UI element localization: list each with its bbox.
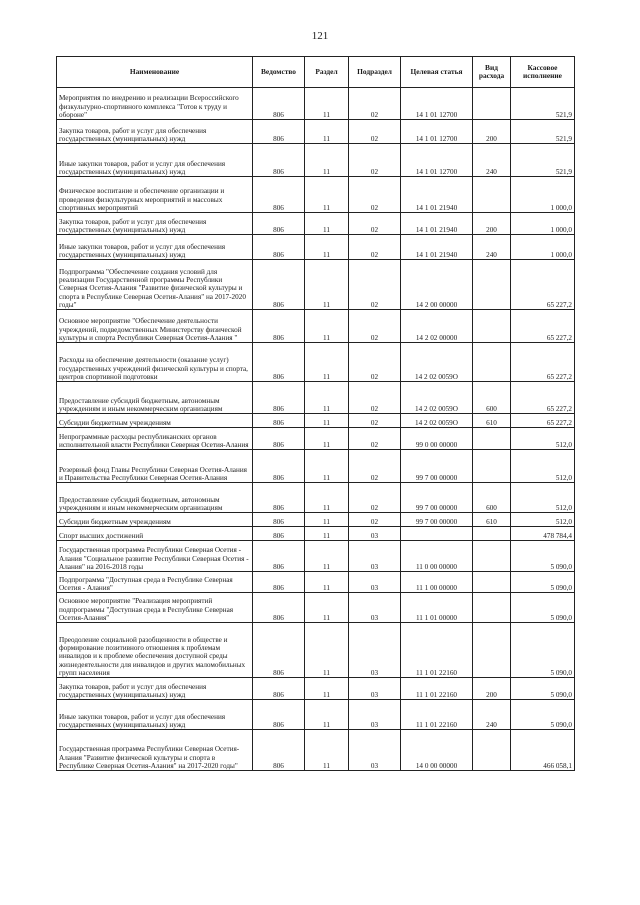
row-cash: 65 227,2 bbox=[511, 343, 575, 382]
header-cash: Кассовое исполнение bbox=[511, 57, 575, 88]
row-subsection: 02 bbox=[349, 343, 401, 382]
table-row bbox=[57, 623, 575, 678]
row-target: 11 1 01 22160 bbox=[401, 623, 473, 678]
row-dept: 806 bbox=[253, 527, 305, 541]
row-section: 11 bbox=[305, 343, 349, 382]
row-exp-type bbox=[473, 260, 511, 310]
row-section: 11 bbox=[305, 428, 349, 450]
row-exp-type bbox=[473, 541, 511, 572]
row-name: Иные закупки товаров, работ и услуг для обеспечения государственных (муниципальных) нужд bbox=[57, 144, 253, 177]
row-section: 11 bbox=[305, 120, 349, 144]
row-section: 11 bbox=[305, 593, 349, 623]
row-dept: 806 bbox=[253, 382, 305, 414]
table-row bbox=[57, 144, 575, 177]
table-row bbox=[57, 213, 575, 235]
row-cash: 521,9 bbox=[511, 120, 575, 144]
row-section: 11 bbox=[305, 450, 349, 483]
row-cash: 5 090,0 bbox=[511, 572, 575, 593]
row-section: 11 bbox=[305, 678, 349, 700]
page-number: 121 bbox=[311, 30, 329, 42]
row-section: 11 bbox=[305, 527, 349, 541]
row-exp-type bbox=[473, 177, 511, 213]
table-header bbox=[57, 57, 575, 88]
row-subsection: 02 bbox=[349, 382, 401, 414]
table-body bbox=[57, 88, 575, 771]
row-subsection: 03 bbox=[349, 623, 401, 678]
row-exp-type: 200 bbox=[473, 678, 511, 700]
row-exp-type: 610 bbox=[473, 513, 511, 527]
row-dept: 806 bbox=[253, 541, 305, 572]
row-section: 11 bbox=[305, 213, 349, 235]
row-target: 14 2 02 0059О bbox=[401, 414, 473, 428]
table-row bbox=[57, 120, 575, 144]
row-dept: 806 bbox=[253, 310, 305, 343]
row-dept: 806 bbox=[253, 593, 305, 623]
row-target: 14 2 02 00000 bbox=[401, 310, 473, 343]
row-subsection: 02 bbox=[349, 414, 401, 428]
row-exp-type: 240 bbox=[473, 700, 511, 730]
row-cash: 5 090,0 bbox=[511, 700, 575, 730]
row-section: 11 bbox=[305, 88, 349, 120]
table-row bbox=[57, 730, 575, 771]
row-subsection: 02 bbox=[349, 310, 401, 343]
row-target: 14 0 00 00000 bbox=[401, 730, 473, 771]
table-row bbox=[57, 593, 575, 623]
row-target: 14 2 00 00000 bbox=[401, 260, 473, 310]
row-subsection: 03 bbox=[349, 541, 401, 572]
header-target: Целевая статья bbox=[401, 57, 473, 88]
row-dept: 806 bbox=[253, 450, 305, 483]
row-cash: 5 090,0 bbox=[511, 623, 575, 678]
table-row bbox=[57, 414, 575, 428]
row-exp-type bbox=[473, 88, 511, 120]
row-dept: 806 bbox=[253, 414, 305, 428]
table-row bbox=[57, 513, 575, 527]
row-section: 11 bbox=[305, 541, 349, 572]
row-exp-type bbox=[473, 593, 511, 623]
table-row bbox=[57, 483, 575, 513]
row-exp-type bbox=[473, 428, 511, 450]
row-subsection: 02 bbox=[349, 177, 401, 213]
row-cash: 1 000,0 bbox=[511, 213, 575, 235]
row-dept: 806 bbox=[253, 483, 305, 513]
row-cash: 65 227,2 bbox=[511, 382, 575, 414]
table-row bbox=[57, 700, 575, 730]
row-name: Закупка товаров, работ и услуг для обеспечения государственных (муниципальных) нужд bbox=[57, 213, 253, 235]
row-name: Иные закупки товаров, работ и услуг для обеспечения государственных (муниципальных) нужд bbox=[57, 700, 253, 730]
row-subsection: 02 bbox=[349, 483, 401, 513]
row-cash: 512,0 bbox=[511, 428, 575, 450]
row-dept: 806 bbox=[253, 260, 305, 310]
row-subsection: 02 bbox=[349, 144, 401, 177]
row-section: 11 bbox=[305, 572, 349, 593]
row-dept: 806 bbox=[253, 120, 305, 144]
table-row bbox=[57, 428, 575, 450]
row-cash: 512,0 bbox=[511, 483, 575, 513]
row-cash: 512,0 bbox=[511, 450, 575, 483]
row-subsection: 02 bbox=[349, 450, 401, 483]
row-exp-type bbox=[473, 450, 511, 483]
row-name: Физическое воспитание и обеспечение организации и проведения физкультурных мероприятий и массовых спортивных мероприятий bbox=[57, 177, 253, 213]
row-subsection: 02 bbox=[349, 88, 401, 120]
row-target: 14 1 01 21940 bbox=[401, 213, 473, 235]
row-cash: 521,9 bbox=[511, 88, 575, 120]
table-row bbox=[57, 572, 575, 593]
row-dept: 806 bbox=[253, 730, 305, 771]
row-target: 14 1 01 12700 bbox=[401, 120, 473, 144]
row-name: Предоставление субсидий бюджетным, автономным учреждениям и иным некоммерческим организациям bbox=[57, 483, 253, 513]
row-name: Закупка товаров, работ и услуг для обеспечения государственных (муниципальных) нужд bbox=[57, 678, 253, 700]
table-row bbox=[57, 235, 575, 260]
row-dept: 806 bbox=[253, 213, 305, 235]
row-dept: 806 bbox=[253, 678, 305, 700]
row-exp-type: 600 bbox=[473, 382, 511, 414]
row-subsection: 03 bbox=[349, 700, 401, 730]
row-cash: 65 227,2 bbox=[511, 414, 575, 428]
header-name: Наименование bbox=[57, 57, 253, 88]
row-name: Закупка товаров, работ и услуг для обеспечения государственных (муниципальных) нужд bbox=[57, 120, 253, 144]
row-dept: 806 bbox=[253, 428, 305, 450]
row-target: 14 1 01 21940 bbox=[401, 177, 473, 213]
table-row bbox=[57, 310, 575, 343]
row-exp-type bbox=[473, 527, 511, 541]
table-row bbox=[57, 177, 575, 213]
row-target: 11 1 01 00000 bbox=[401, 593, 473, 623]
row-section: 11 bbox=[305, 623, 349, 678]
row-target: 14 2 02 0059О bbox=[401, 343, 473, 382]
row-target: 99 0 00 00000 bbox=[401, 428, 473, 450]
row-dept: 806 bbox=[253, 144, 305, 177]
row-target: 11 1 01 22160 bbox=[401, 700, 473, 730]
row-target: 99 7 00 00000 bbox=[401, 483, 473, 513]
row-subsection: 02 bbox=[349, 120, 401, 144]
row-subsection: 02 bbox=[349, 260, 401, 310]
row-exp-type: 200 bbox=[473, 213, 511, 235]
row-cash: 512,0 bbox=[511, 513, 575, 527]
row-target bbox=[401, 527, 473, 541]
row-name: Резервный фонд Главы Республики Северная Осетия-Алания и Правительства Республики Северная Осетия-Алания bbox=[57, 450, 253, 483]
row-section: 11 bbox=[305, 260, 349, 310]
row-dept: 806 bbox=[253, 235, 305, 260]
table-row bbox=[57, 343, 575, 382]
row-subsection: 02 bbox=[349, 513, 401, 527]
row-subsection: 02 bbox=[349, 428, 401, 450]
row-section: 11 bbox=[305, 382, 349, 414]
row-cash: 5 090,0 bbox=[511, 678, 575, 700]
row-exp-type bbox=[473, 343, 511, 382]
row-name: Подпрограмма "Обеспечение создания условий для реализации Государственной программы Республики Северная Осетия-Алания "Развитие физической культуры и спорта в Республике Северная Осетия-Алания" на 2017-2020 годы" bbox=[57, 260, 253, 310]
row-cash: 466 058,1 bbox=[511, 730, 575, 771]
row-name: Государственная программа Республики Северная Осетия-Алания "Развитие физической культуры и спорта в Республике Северная Осетия-Алания" на 2017-2020 годы" bbox=[57, 730, 253, 771]
header-dept: Ведомство bbox=[253, 57, 305, 88]
row-name: Иные закупки товаров, работ и услуг для обеспечения государственных (муниципальных) нужд bbox=[57, 235, 253, 260]
row-target: 11 1 01 22160 bbox=[401, 678, 473, 700]
row-subsection: 02 bbox=[349, 235, 401, 260]
row-exp-type: 610 bbox=[473, 414, 511, 428]
row-subsection: 03 bbox=[349, 593, 401, 623]
row-name: Предоставление субсидий бюджетным, автономным учреждениям и иным некоммерческим организациям bbox=[57, 382, 253, 414]
row-target: 14 1 01 21940 bbox=[401, 235, 473, 260]
table-row bbox=[57, 527, 575, 541]
row-name: Основное мероприятие "Обеспечение деятельности учреждений, подведомственных Министерству физической культуры и спорта Республики Северная Осетия-Алания " bbox=[57, 310, 253, 343]
row-dept: 806 bbox=[253, 343, 305, 382]
row-cash: 1 000,0 bbox=[511, 177, 575, 213]
row-cash: 65 227,2 bbox=[511, 310, 575, 343]
row-section: 11 bbox=[305, 235, 349, 260]
row-section: 11 bbox=[305, 700, 349, 730]
row-target: 14 1 01 12700 bbox=[401, 144, 473, 177]
row-name: Субсидии бюджетным учреждениям bbox=[57, 513, 253, 527]
row-cash: 5 090,0 bbox=[511, 541, 575, 572]
table-row bbox=[57, 678, 575, 700]
header-exp-type: Вид расхода bbox=[473, 57, 511, 88]
row-cash: 5 090,0 bbox=[511, 593, 575, 623]
row-target: 11 1 00 00000 bbox=[401, 572, 473, 593]
table-row bbox=[57, 450, 575, 483]
row-target: 14 2 02 0059О bbox=[401, 382, 473, 414]
row-section: 11 bbox=[305, 730, 349, 771]
row-exp-type bbox=[473, 310, 511, 343]
header-section: Раздел bbox=[305, 57, 349, 88]
row-dept: 806 bbox=[253, 513, 305, 527]
row-exp-type: 200 bbox=[473, 120, 511, 144]
row-dept: 806 bbox=[253, 623, 305, 678]
row-name: Расходы на обеспечение деятельности (оказание услуг) государственных учреждений физической культуры и спорта, центров спортивной подготовки bbox=[57, 343, 253, 382]
row-subsection: 02 bbox=[349, 213, 401, 235]
row-exp-type: 240 bbox=[473, 235, 511, 260]
row-target: 99 7 00 00000 bbox=[401, 513, 473, 527]
header-subsection: Подраздел bbox=[349, 57, 401, 88]
row-name: Мероприятия по внедрению и реализации Всероссийского физкультурно-спортивного комплекса "Готов к труду и обороне" bbox=[57, 88, 253, 120]
row-section: 11 bbox=[305, 414, 349, 428]
row-subsection: 03 bbox=[349, 527, 401, 541]
row-name: Непрограммные расходы республиканских органов исполнительной власти Республики Северная Осетия-Алания bbox=[57, 428, 253, 450]
row-subsection: 03 bbox=[349, 572, 401, 593]
row-dept: 806 bbox=[253, 700, 305, 730]
budget-table bbox=[56, 56, 575, 771]
row-section: 11 bbox=[305, 483, 349, 513]
row-exp-type: 240 bbox=[473, 144, 511, 177]
row-name: Подпрограмма "Доступная среда в Республике Северная Осетия - Алания" bbox=[57, 572, 253, 593]
row-cash: 65 227,2 bbox=[511, 260, 575, 310]
row-section: 11 bbox=[305, 513, 349, 527]
row-exp-type bbox=[473, 730, 511, 771]
row-dept: 806 bbox=[253, 177, 305, 213]
row-dept: 806 bbox=[253, 572, 305, 593]
row-exp-type: 600 bbox=[473, 483, 511, 513]
row-cash: 521,9 bbox=[511, 144, 575, 177]
table-row bbox=[57, 541, 575, 572]
row-subsection: 03 bbox=[349, 730, 401, 771]
row-cash: 1 000,0 bbox=[511, 235, 575, 260]
row-exp-type bbox=[473, 572, 511, 593]
row-subsection: 03 bbox=[349, 678, 401, 700]
table-row bbox=[57, 260, 575, 310]
row-section: 11 bbox=[305, 144, 349, 177]
row-target: 11 0 00 00000 bbox=[401, 541, 473, 572]
table-row bbox=[57, 382, 575, 414]
row-section: 11 bbox=[305, 310, 349, 343]
row-dept: 806 bbox=[253, 88, 305, 120]
row-section: 11 bbox=[305, 177, 349, 213]
row-target: 99 7 00 00000 bbox=[401, 450, 473, 483]
row-name: Основное мероприятие "Реализация мероприятий подпрограммы "Доступная среда в Республике Северная Осетия-Алания" bbox=[57, 593, 253, 623]
row-exp-type bbox=[473, 623, 511, 678]
row-name: Преодоление социальной разобщенности в обществе и формирование позитивного отношения к проблемам инвалидов и к проблеме обеспечения доступной среды жизнедеятельности для инвалидов и других маломобильных групп населения bbox=[57, 623, 253, 678]
row-name: Субсидии бюджетным учреждениям bbox=[57, 414, 253, 428]
row-target: 14 1 01 12700 bbox=[401, 88, 473, 120]
row-name: Спорт высших достижений bbox=[57, 527, 253, 541]
row-name: Государственная программа Республики Северная Осетия - Алания "Социальное развитие Республики Северная Осетия - Алания" на 2016-2018 годы bbox=[57, 541, 253, 572]
row-cash: 478 784,4 bbox=[511, 527, 575, 541]
table-row bbox=[57, 88, 575, 120]
